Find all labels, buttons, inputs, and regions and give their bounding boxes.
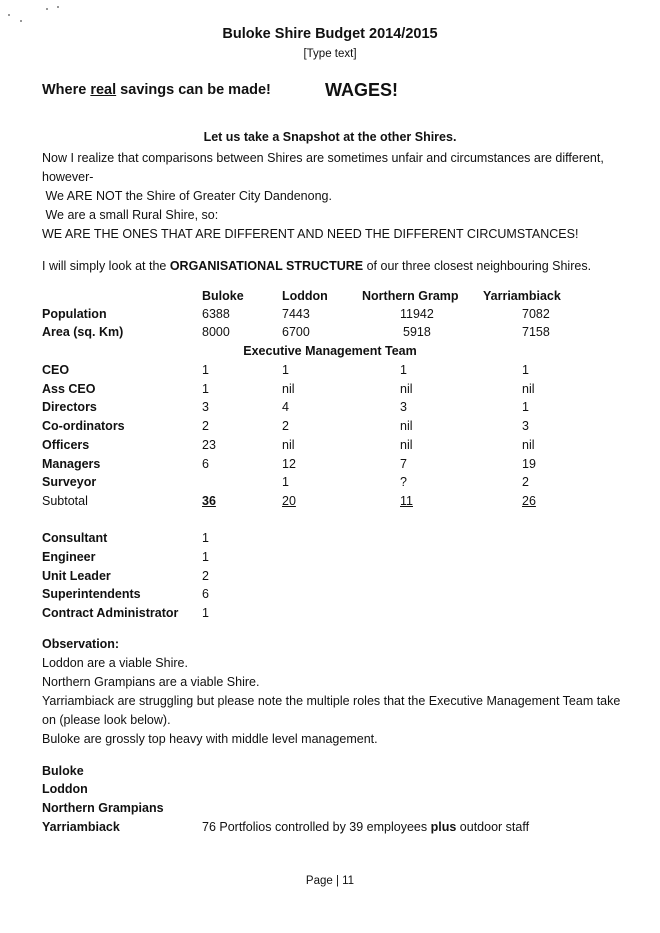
table-cell: 1 (400, 363, 407, 377)
table-cell: 3 (400, 400, 407, 414)
observation-line: Yarriambiack are struggling but please note the multiple roles that the Executive Management Team take (42, 694, 621, 708)
table-cell: 7443 (282, 307, 310, 321)
subtotal-value: 26 (522, 494, 536, 508)
extra-label: Superintendents (42, 587, 141, 601)
table-cell: nil (522, 382, 535, 396)
extra-value: 2 (202, 569, 209, 583)
table-cell: 11942 (400, 307, 434, 321)
note-prefix: 76 Portfolios controlled by 39 employees (202, 820, 431, 834)
column-header-northern-gramp: Northern Gramp (362, 289, 459, 303)
column-header-loddon: Loddon (282, 289, 328, 303)
table-cell: nil (400, 438, 413, 452)
section-title-executive: Executive Management Team (243, 344, 417, 358)
table-cell: 1 (282, 363, 289, 377)
note-emphasis: plus (430, 820, 457, 834)
table-cell: 7 (400, 457, 407, 471)
table-cell: 2 (202, 419, 209, 433)
table-cell: 1 (522, 400, 529, 414)
observation-title: Observation: (42, 637, 120, 651)
row-label-managers: Managers (42, 457, 101, 471)
observation-line: Loddon are a viable Shire. (42, 656, 188, 670)
scan-speck (20, 20, 22, 22)
table-cell: 3 (202, 400, 209, 414)
extra-label: Consultant (42, 531, 108, 545)
document-title: Buloke Shire Budget 2014/2015 (222, 26, 438, 42)
table-cell: 6 (202, 457, 209, 471)
table-cell: 7082 (522, 307, 550, 321)
table-cell: 7158 (522, 325, 550, 339)
row-label-directors: Directors (42, 400, 97, 414)
subtotal-value: 11 (400, 494, 413, 508)
table-cell: nil (400, 419, 413, 433)
row-label-surveyor: Surveyor (42, 475, 97, 489)
intro-line: WE ARE THE ONES THAT ARE DIFFERENT AND NEED THE DIFFERENT CIRCUMSTANCES! (42, 227, 579, 241)
page-number: Page | 11 (305, 875, 355, 887)
extra-label: Contract Administrator (42, 606, 179, 620)
extra-value: 1 (202, 531, 209, 545)
headline (42, 82, 271, 98)
table-cell: 2 (282, 419, 289, 433)
intro-line: Now I realize that comparisons between Shires are sometimes unfair and circumstances are different, (42, 151, 604, 165)
headline-emphasis: real (90, 82, 117, 98)
table-cell: 23 (202, 438, 216, 452)
row-label-population: Population (42, 307, 107, 321)
intro-line: however- (42, 170, 94, 184)
subtotal-value: 36 (202, 494, 216, 508)
observation-line: Northern Grampians are a viable Shire. (42, 675, 260, 689)
table-cell: 1 (202, 363, 209, 377)
observation-line: on (please look below). (42, 713, 171, 727)
table-cell: 5918 (403, 325, 431, 339)
row-label-subtotal: Subtotal (42, 494, 88, 508)
yarriambiack-note (202, 820, 529, 834)
table-cell: 1 (522, 363, 529, 377)
table-cell: 4 (282, 400, 289, 414)
column-header-yarriambiack: Yarriambiack (483, 289, 561, 303)
structure-emphasis: ORGANISATIONAL STRUCTURE (169, 259, 364, 273)
document-subtitle: [Type text] (303, 48, 357, 60)
row-label-officers: Officers (42, 438, 90, 452)
table-cell: 6700 (282, 325, 310, 339)
extra-value: 1 (202, 606, 209, 620)
observation-line: Buloke are grossly top heavy with middle level management. (42, 732, 378, 746)
table-cell: nil (400, 382, 413, 396)
row-label-ass-ceo: Ass CEO (42, 382, 96, 396)
extra-value: 6 (202, 587, 209, 601)
scan-speck (57, 6, 59, 8)
scan-speck (46, 8, 48, 10)
wages-heading: WAGES! (325, 80, 399, 100)
table-cell: 12 (282, 457, 296, 471)
row-label-area: Area (sq. Km) (42, 325, 124, 339)
scan-speck (8, 14, 10, 16)
note-suffix: outdoor staff (456, 820, 530, 834)
table-cell: 8000 (202, 325, 230, 339)
headline-suffix: savings can be made! (116, 82, 271, 98)
row-label-ceo: CEO (42, 363, 70, 377)
table-cell: 1 (202, 382, 209, 396)
table-cell: 19 (522, 457, 536, 471)
extra-label: Unit Leader (42, 569, 111, 583)
table-cell: 2 (522, 475, 529, 489)
extra-value: 1 (202, 550, 209, 564)
snapshot-heading: Let us take a Snapshot at the other Shires. (203, 130, 457, 144)
row-label-coordinators: Co-ordinators (42, 419, 125, 433)
structure-suffix: of our three closest neighbouring Shires. (363, 259, 592, 273)
table-cell: ? (400, 475, 407, 489)
structure-prefix: I will simply look at the (42, 259, 170, 273)
headline-prefix: Where (42, 82, 91, 98)
table-cell: nil (522, 438, 535, 452)
table-cell: nil (282, 382, 295, 396)
shire-name: Yarriambiack (42, 820, 120, 834)
table-cell: 1 (282, 475, 289, 489)
intro-line: We ARE NOT the Shire of Greater City Dandenong. (42, 189, 332, 203)
table-cell: 6388 (202, 307, 230, 321)
shire-name: Loddon (42, 782, 88, 796)
extra-label: Engineer (42, 550, 96, 564)
structure-line (42, 259, 591, 273)
intro-line: We are a small Rural Shire, so: (42, 208, 219, 222)
subtotal-value: 20 (282, 494, 296, 508)
column-header-buloke: Buloke (202, 289, 244, 303)
shire-name: Buloke (42, 764, 84, 778)
shire-name: Northern Grampians (42, 801, 164, 815)
table-cell: 3 (522, 419, 529, 433)
table-cell: nil (282, 438, 295, 452)
